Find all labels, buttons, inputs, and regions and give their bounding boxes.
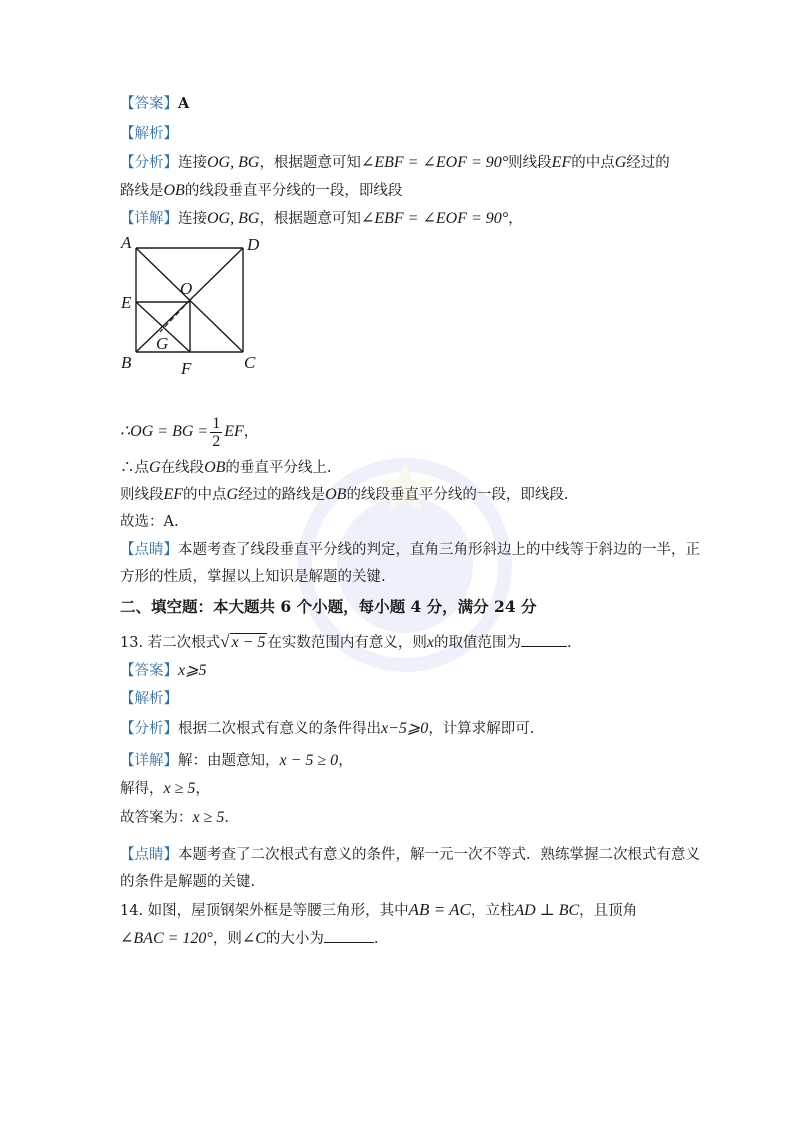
radicand: x − 5	[231, 634, 266, 651]
q13-fenxi-line	[120, 719, 534, 739]
label-o: O	[180, 279, 193, 298]
xiangjie-tag: 【详解】	[120, 753, 178, 769]
math-angle-c: ∠C	[241, 930, 266, 947]
q12-choose-line	[120, 512, 179, 532]
text: ，立柱	[470, 903, 515, 919]
text: 的条件是解题的关键.	[120, 874, 256, 890]
answer-blank	[324, 928, 374, 943]
dianjing-tag: 【点睛】	[120, 542, 178, 558]
label-g: G	[156, 334, 169, 353]
text: 在线段	[160, 460, 205, 476]
q13-stem	[120, 632, 572, 653]
q13-xiangjie-line	[120, 751, 353, 771]
q12-xiangjie-line	[120, 209, 523, 229]
q12-fenxi-line2	[120, 181, 402, 201]
choose-text: 故选：A.	[120, 514, 179, 530]
q12-step2-line	[120, 485, 569, 505]
math-inequality: x − 5 ≥ 0	[279, 752, 339, 769]
text: ∴点	[120, 460, 149, 476]
text: 根据二次根式有意义的条件得出	[178, 721, 381, 737]
label-c: C	[244, 353, 256, 372]
text: ，根据题意可知	[259, 211, 361, 227]
q12-dianjing-line1	[120, 540, 700, 560]
text: 13. 若二次根式	[120, 635, 221, 651]
text: 本题考查了二次根式有意义的条件，解一元一次不等式．熟练掌握二次根式有意义	[178, 847, 700, 863]
fenxi-tag: 【分析】	[120, 721, 178, 737]
math-x: x	[426, 634, 435, 651]
text: .	[567, 635, 572, 651]
q13-final-line	[120, 808, 229, 828]
text: 则线段	[120, 487, 164, 503]
math-ab-ac: AB = AC	[408, 900, 471, 919]
text: .	[373, 931, 379, 947]
math-ef: EF	[551, 154, 572, 171]
math-og-bg-eq: ∴OG = BG =	[120, 423, 209, 440]
fraction-denominator: 2	[212, 432, 221, 450]
math-og-bg: OG, BG	[207, 154, 260, 171]
text: 连接	[178, 211, 207, 227]
q14-stem-line1	[120, 900, 637, 921]
math-angle-eq: ∠EBF = ∠EOF = 90°	[360, 210, 509, 227]
text: 的垂直平分线上.	[225, 460, 332, 476]
answer-blank	[521, 632, 567, 647]
math-g: G	[614, 154, 627, 171]
math-g: G	[149, 459, 161, 476]
text: 故答案为：	[120, 810, 193, 826]
dianjing-tag: 【点睛】	[120, 847, 178, 863]
math-og-bg: OG, BG	[207, 210, 260, 227]
math-ef: EF	[224, 423, 244, 440]
answer-value: x⩾5	[178, 662, 207, 679]
label-e: E	[121, 293, 132, 312]
q14-stem-line2	[120, 928, 379, 949]
q13-solve-line	[120, 779, 210, 799]
text: ，	[338, 753, 353, 769]
math-ob: OB	[325, 486, 347, 503]
analysis-tag: 【解析】	[120, 126, 178, 142]
fraction-half	[210, 415, 222, 450]
math-angle-bac: ∠BAC = 120°	[120, 930, 213, 947]
q12-step1-line	[120, 458, 332, 478]
text: 在实数范围内有意义，则	[267, 635, 427, 651]
q13-dianjing-line1	[120, 845, 700, 865]
math-inequality: x−5⩾0	[381, 720, 429, 737]
math-ob: OB	[204, 459, 226, 476]
square-figure	[118, 232, 268, 382]
fraction-numerator: 1	[212, 414, 221, 432]
text: 的线段垂直平分线的一段，即线段	[184, 183, 403, 199]
q13-answer-line	[120, 661, 207, 681]
text: ，	[195, 781, 210, 797]
text: 的线段垂直平分线的一段，即线段.	[346, 487, 569, 503]
text: ，则	[212, 931, 242, 947]
label-b: B	[121, 353, 132, 372]
fenxi-tag: 【分析】	[120, 155, 178, 171]
text: .	[224, 810, 229, 826]
text: ，且顶角	[579, 903, 638, 919]
text: 则线段	[508, 155, 552, 171]
segment-od	[190, 248, 243, 300]
text: 的大小为	[265, 931, 324, 947]
answer-tag: 【答案】	[120, 663, 178, 679]
math-ad-perp-bc: AD ⊥ BC	[514, 902, 580, 919]
text: 解：由题意知，	[178, 753, 280, 769]
math-ob: OB	[163, 182, 185, 199]
answer-value: A	[178, 95, 190, 112]
section-heading: 二、填空题：本大题共 6 个小题，每小题 4 分，满分 24 分	[120, 597, 537, 616]
label-a: A	[121, 233, 132, 252]
q13-dianjing-line2	[120, 872, 255, 892]
text: ，	[508, 211, 523, 227]
math-angle-eq: ∠EBF = ∠EOF = 90°	[360, 154, 509, 171]
text: 14. 如图，屋顶钢架外框是等腰三角形，其中	[120, 903, 409, 919]
text: ，	[243, 424, 259, 440]
math-ef: EF	[163, 486, 184, 503]
text: 方形的性质，掌握以上知识是解题的关键.	[120, 569, 386, 585]
sqrt-sign: √	[220, 632, 230, 651]
math-inequality: x ≥ 5	[192, 809, 225, 826]
xiangjie-tag: 【详解】	[120, 211, 178, 227]
text: ，计算求解即可.	[428, 721, 535, 737]
q12-dianjing-line2	[120, 567, 386, 587]
text: 经过的路线是	[238, 487, 326, 503]
text: 的中点	[571, 155, 615, 171]
q12-answer-line	[120, 94, 189, 114]
math-inequality: x ≥ 5	[163, 780, 196, 797]
label-d: D	[247, 235, 260, 254]
text: ，根据题意可知	[259, 155, 361, 171]
q12-equation-line	[120, 412, 258, 452]
text: 连接	[178, 155, 207, 171]
q12-analysis-line	[120, 124, 178, 144]
text: 本题考查了线段垂直平分线的判定，直角三角形斜边上的中线等于斜边的一半，正	[178, 542, 700, 558]
text: 的取值范围为	[434, 635, 522, 651]
answer-tag: 【答案】	[120, 96, 178, 112]
text: 解得，	[120, 781, 164, 797]
text: 路线是	[120, 183, 164, 199]
math-g: G	[226, 486, 239, 503]
text: 的中点	[183, 487, 227, 503]
analysis-tag: 【解析】	[120, 691, 178, 707]
q13-analysis-line	[120, 689, 178, 709]
label-f: F	[181, 359, 192, 378]
q12-fenxi-line1	[120, 153, 670, 173]
text: 经过的	[626, 155, 670, 171]
